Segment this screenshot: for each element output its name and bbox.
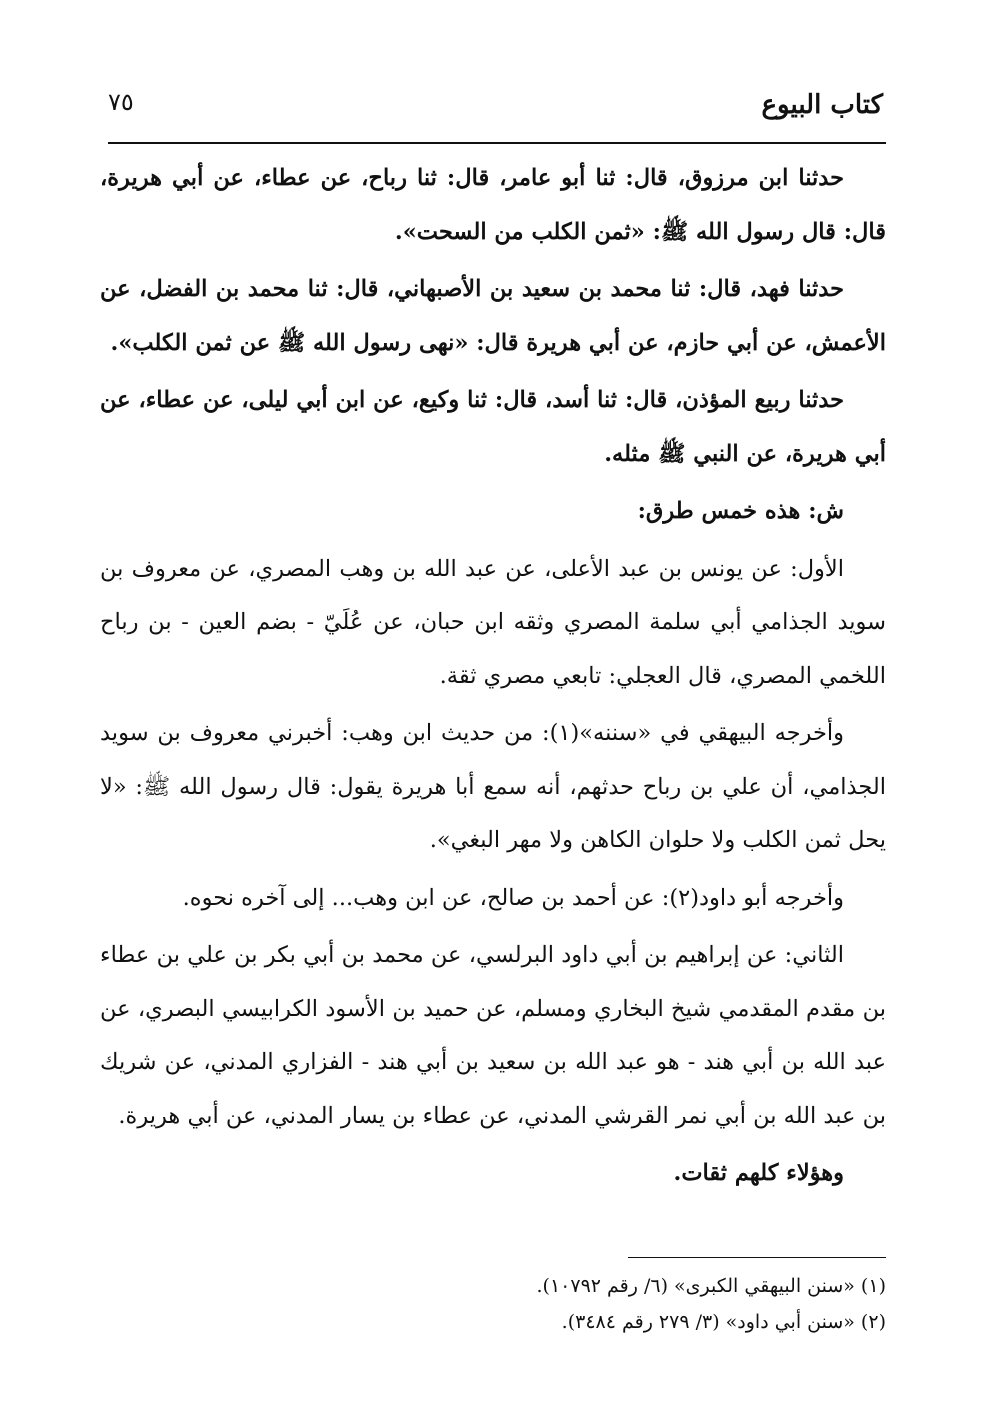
paragraph-hadith-1: حدثنا ابن مرزوق، قال: ثنا أبو عامر، قال: ثنا رباح، عن عطاء، عن أبي هريرة، قال: قال رسول الله ﷺ: «ثمن الكلب من السحت».	[100, 165, 886, 245]
paragraph-bayhaqi: وأخرجه البيهقي في «سننه»(١): من حديث ابن وهب: أخبرني معروف بن سويد الجذامي، أن علي بن رباح حدثهم، أنه سمع أبا هريرة يقول: قال رسول الله ﷺ: «لا يحل ثمن الكلب ولا حلوان الكاهن ولا مهر البغي».	[100, 720, 886, 853]
paragraph-commentary-intro: ش: هذه خمس طرق:	[637, 498, 844, 524]
main-text	[100, 152, 886, 1205]
footnote-1: (١) «سنن البيهقي الكبرى» (٦/ رقم ١٠٧٩٢).	[536, 1275, 886, 1297]
paragraph-second-path: الثاني: عن إبراهيم بن أبي داود البرلسي، عن محمد بن أبي بكر بن علي بن عطاء بن مقدم المقدمي شيخ البخاري ومسلم، عن حميد بن الأسود الكرابيسي البصري، عن عبد الله بن أبي هند - هو عبد الله بن سعيد بن أبي هند - الفزاري المدني، عن شريك بن عبد الله بن أبي نمر القرشي المدني، عن عطاء بن يسار المدني، عن أبي هريرة.	[100, 942, 886, 1129]
running-header	[108, 88, 883, 136]
footnotes	[100, 1268, 886, 1340]
paragraph-conclusion: وهؤلاء كلهم ثقات.	[673, 1160, 844, 1186]
footnote-2: (٢) «سنن أبي داود» (٣/ ٢٧٩ رقم ٣٤٨٤).	[561, 1311, 886, 1333]
footnote-rule	[628, 1257, 886, 1258]
header-rule	[108, 142, 886, 144]
paragraph-hadith-3: حدثنا ربيع المؤذن، قال: ثنا أسد، قال: ثنا وكيع، عن ابن أبي ليلى، عن عطاء، عن أبي هريرة، عن النبي ﷺ مثله.	[100, 387, 886, 467]
paragraph-first-path: الأول: عن يونس بن عبد الأعلى، عن عبد الله بن وهب المصري، عن معروف بن سويد الجذامي أبي سلمة المصري وثقه ابن حبان، عن عُلَيّ - بضم العين - بن رباح اللخمي المصري، قال العجلي: تابعي مصري ثقة.	[100, 555, 886, 689]
chapter-title: كتاب البيوع	[761, 90, 883, 120]
paragraph-hadith-2: حدثنا فهد، قال: ثنا محمد بن سعيد بن الأصبهاني، قال: ثنا محمد بن الفضل، عن الأعمش، عن أبي حازم، عن أبي هريرة قال: «نهى رسول الله ﷺ عن ثمن الكلب».	[100, 276, 886, 356]
page-number: ٧٥	[108, 88, 134, 116]
paragraph-abu-dawud: وأخرجه أبو داود(٢): عن أحمد بن صالح، عن ابن وهب... إلى آخره نحوه.	[182, 884, 844, 911]
